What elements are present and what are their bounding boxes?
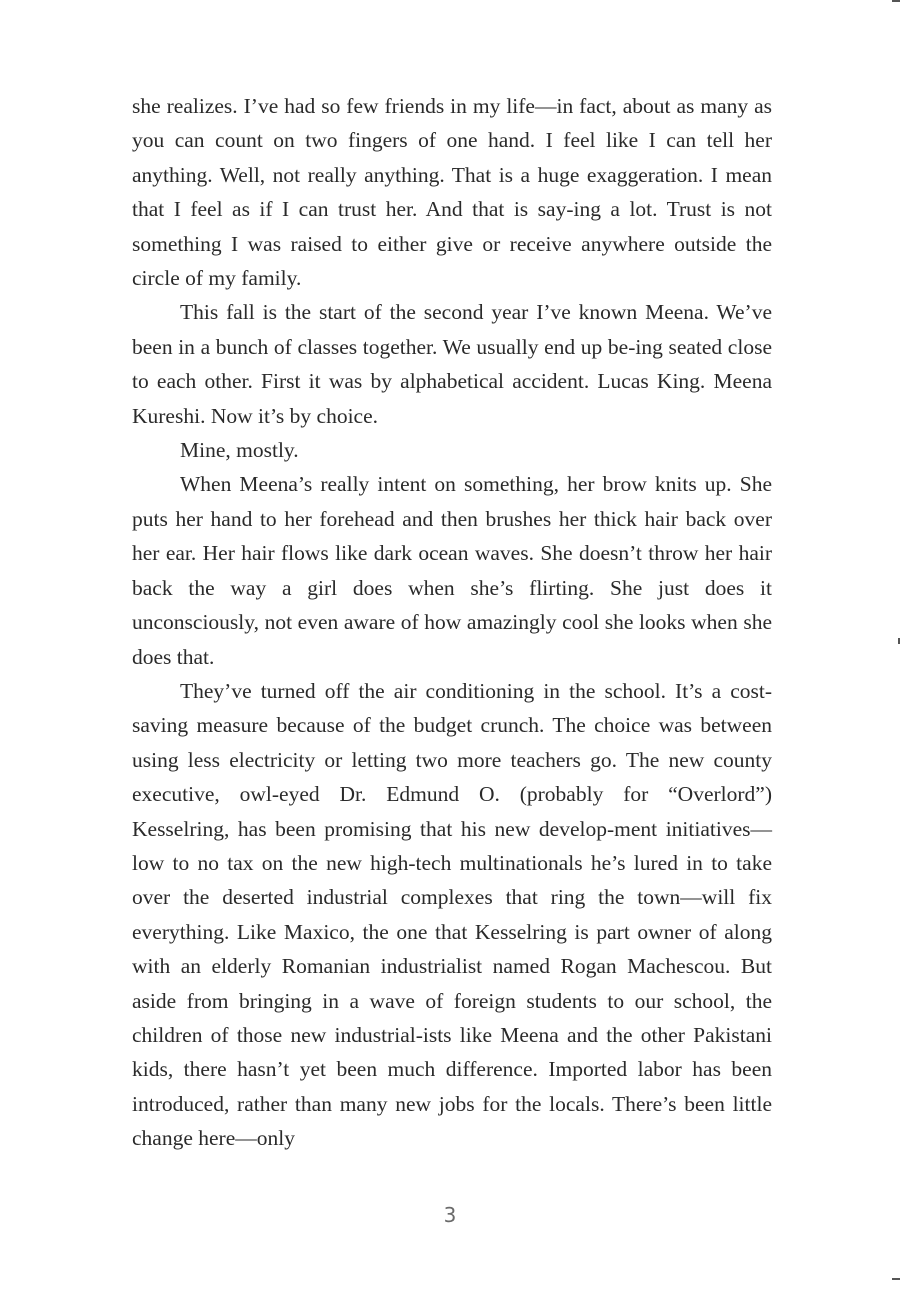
paragraph-4: When Meena’s really intent on something, her brow knits up. She puts her hand to her forehead and then brushes her thick hair back over her ear. Her hair flows like dark ocean waves. She doesn’t throw her hair back the way a girl does when she’s flirting. She just does it unconsciously, not even aware of how amazingly cool she looks when she does that.: [132, 472, 772, 669]
paragraph-5: They’ve turned off the air conditioning in the school. It’s a cost-saving measure because of the budget crunch. The choice was between using less electricity or letting two more teachers go. The new county executive, owl-eyed Dr. Edmund O. (probably for “Overlord”) Kesselring, has been promising that his new develop-ment initiatives—low to no tax on the new high-tech multinationals he’s lured in to take over the deserted industrial complexes that ring the town—will fix everything. Like Maxico, the one that Kesselring is part owner of along with an elderly Romanian industrialist named Rogan Machescou. But aside from bringing in a wave of foreign students to our school, the children of those new industrial-ists like Meena and the other Pakistani kids, there hasn’t yet been much difference. Imported labor has been introduced, rather than many new jobs for the locals. There’s been little change here—only: [132, 678, 772, 1151]
paragraph-3: Mine, mostly.: [180, 438, 299, 463]
body-text: [132, 89, 772, 1156]
crop-mark-top: [892, 0, 900, 2]
page-number: 3: [443, 1203, 457, 1227]
paragraph-2: This fall is the start of the second year I’ve known Meena. We’ve been in a bunch of classes together. We usually end up be-ing seated close to each other. First it was by alphabetical accident. Lucas King. Meena Kureshi. Now it’s by choice.: [132, 300, 772, 428]
crop-mark-bottom: [892, 1278, 900, 1280]
paragraph-1: she realizes. I’ve had so few friends in my life—in fact, about as many as you can count on two fingers of one hand. I feel like I can tell her anything. Well, not really anything. That is a huge exaggeration. I mean that I feel as if I can trust her. And that is say-ing a lot. Trust is not something I was raised to either give or receive anywhere outside the circle of my family.: [132, 94, 772, 291]
